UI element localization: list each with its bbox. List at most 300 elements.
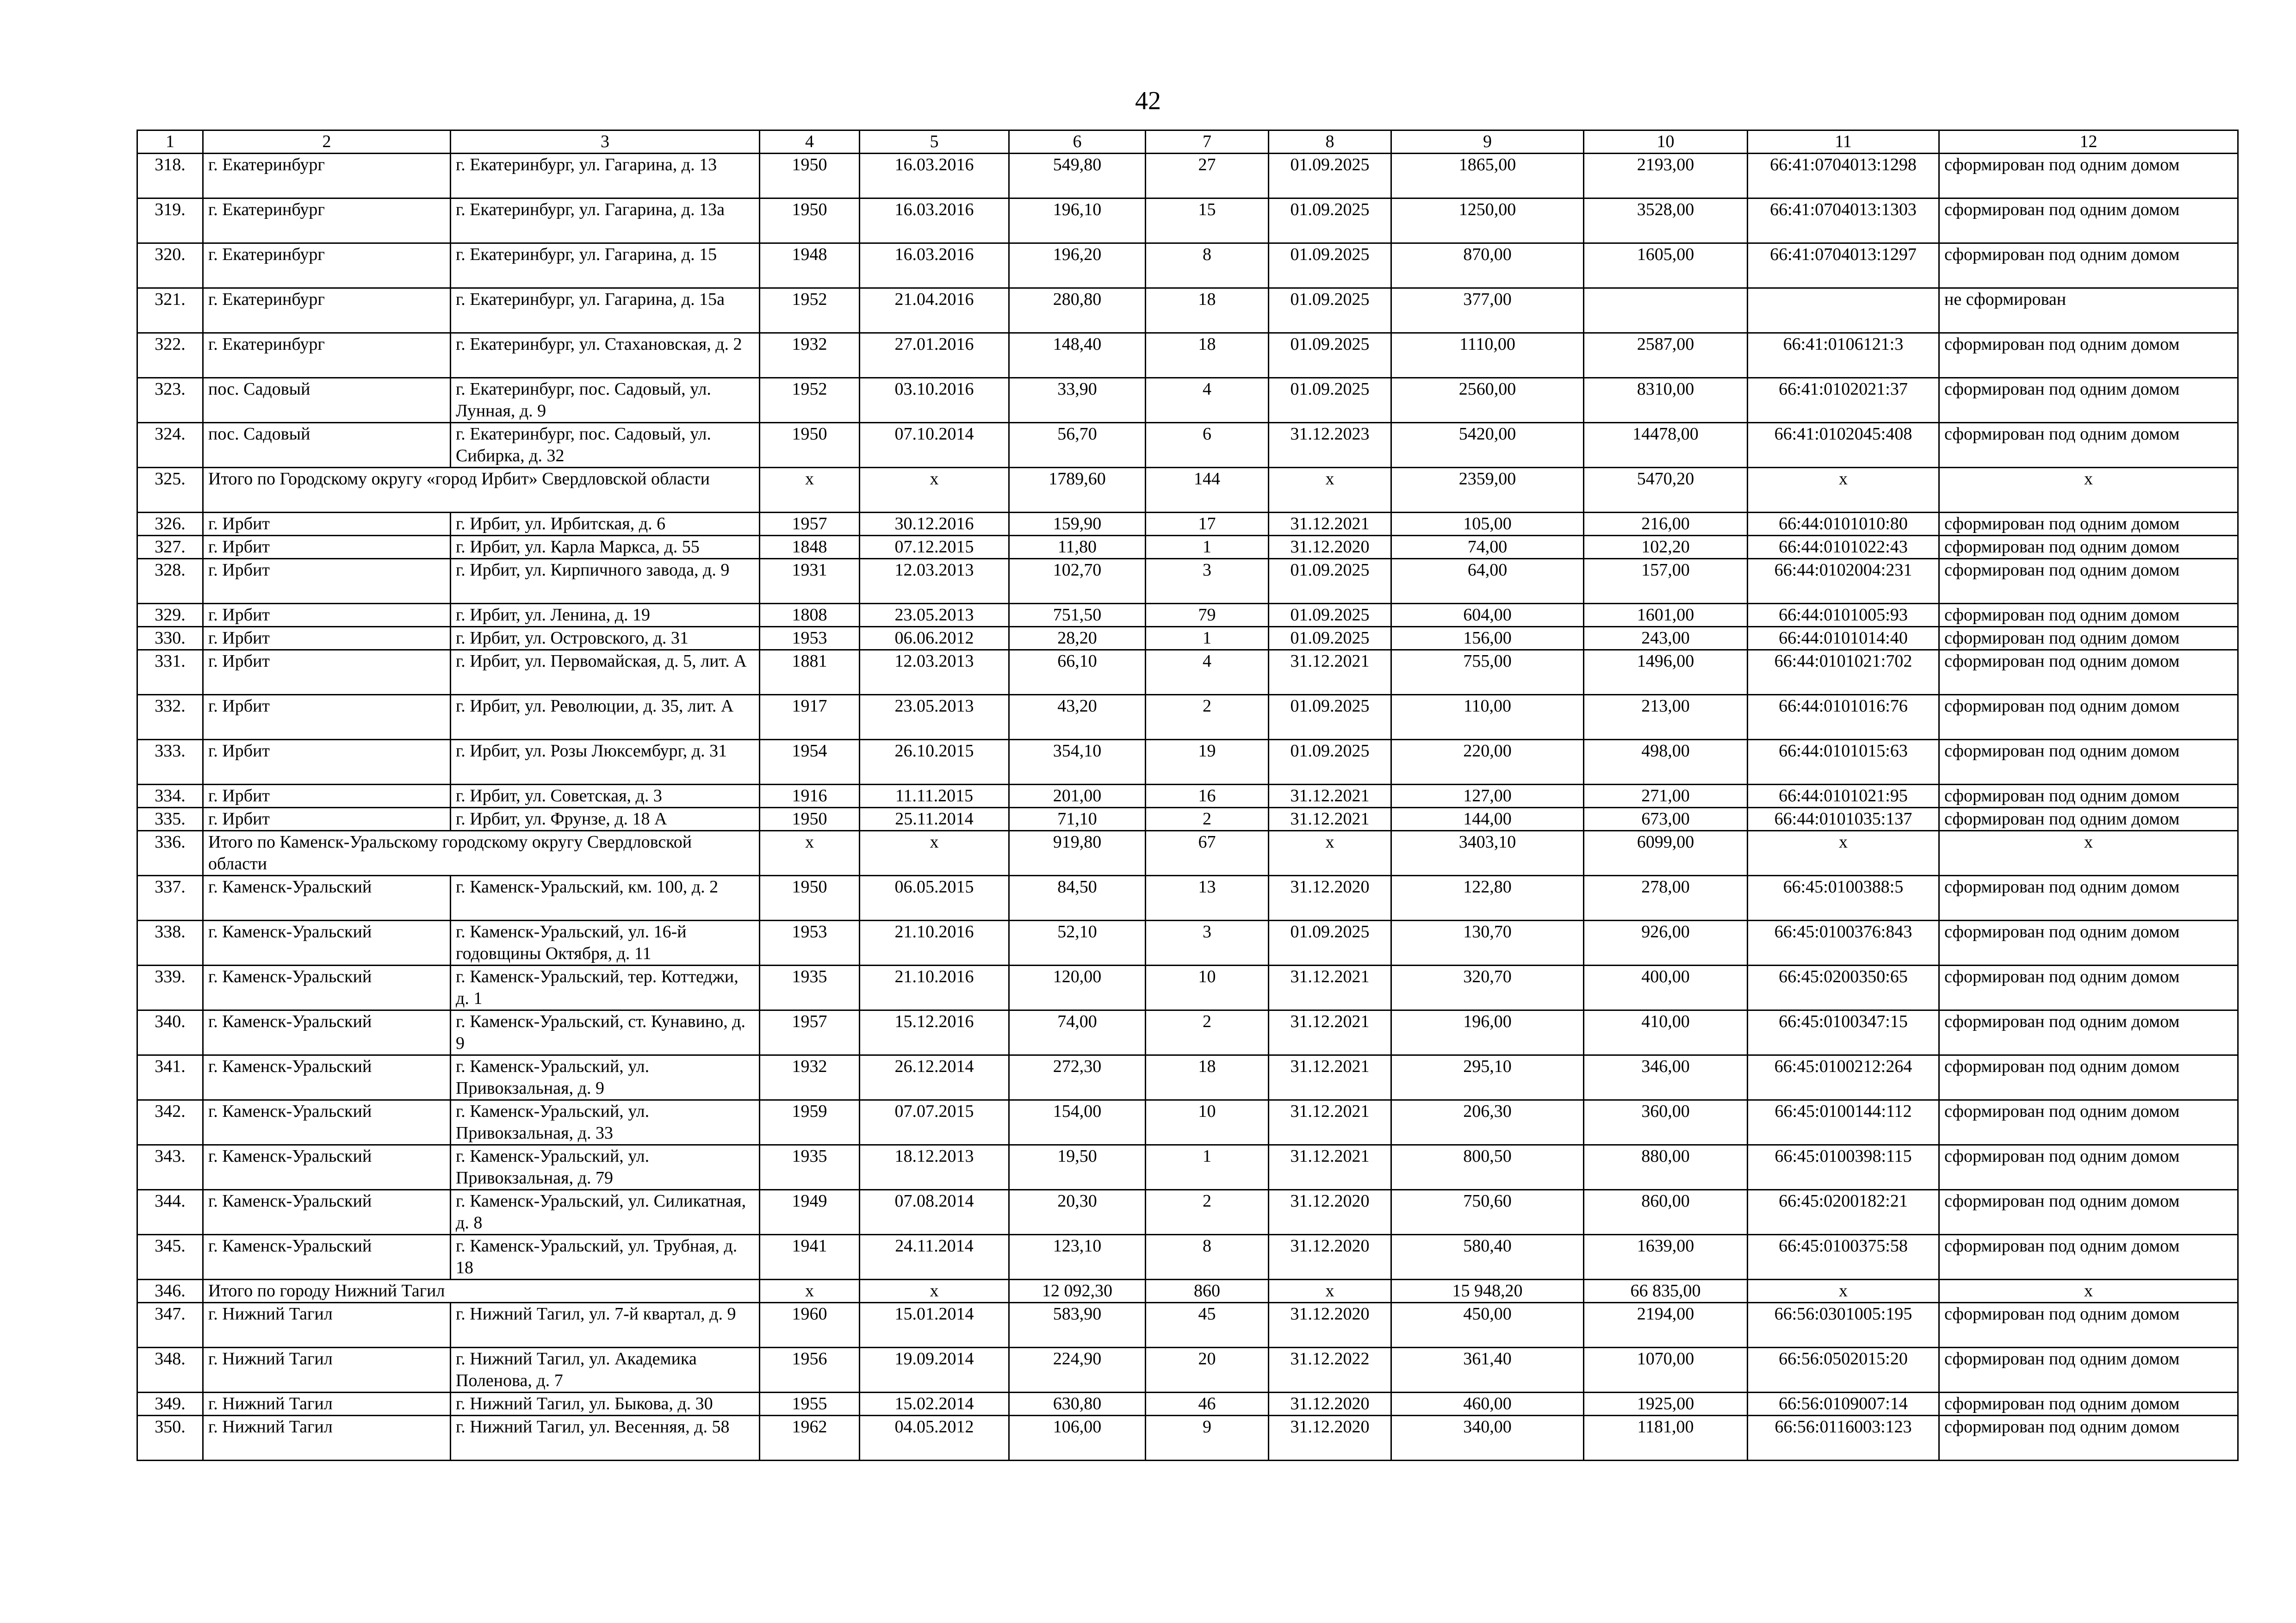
value-cell-c11: 66:56:0109007:14: [1748, 1393, 1939, 1416]
value-cell-c5: 16.03.2016: [860, 154, 1009, 198]
table-row: [137, 1010, 2238, 1055]
table-row: [137, 785, 2238, 808]
locality-cell: г. Каменск-Уральский: [203, 1190, 451, 1235]
row-number-cell: 338.: [137, 921, 203, 966]
row-number-cell: 344.: [137, 1190, 203, 1235]
row-number-cell: 330.: [137, 627, 203, 650]
locality-cell: г. Екатеринбург: [203, 288, 451, 333]
locality-cell: г. Ирбит: [203, 740, 451, 785]
address-cell: г. Нижний Тагил, ул. Весенняя, д. 58: [451, 1416, 760, 1461]
value-cell-c6: 148,40: [1009, 333, 1146, 378]
value-cell-c10: 346,00: [1584, 1055, 1748, 1100]
value-cell-c11: 66:44:0101022:43: [1748, 536, 1939, 559]
header-cell: 3: [451, 130, 760, 154]
value-cell-c11: [1748, 288, 1939, 333]
value-cell-c8: 31.12.2020: [1269, 1235, 1391, 1280]
value-cell-c10: 271,00: [1584, 785, 1748, 808]
header-cell: 9: [1391, 130, 1584, 154]
value-cell-c11: 66:44:0101035:137: [1748, 808, 1939, 831]
row-number-cell: 326.: [137, 513, 203, 536]
address-cell: г. Екатеринбург, ул. Гагарина, д. 13а: [451, 198, 760, 243]
value-cell-c7: 79: [1146, 604, 1269, 627]
status-cell: сформирован под одним домом: [1939, 1190, 2238, 1235]
table-row: [137, 1145, 2238, 1190]
address-cell: г. Ирбит, ул. Революции, д. 35, лит. А: [451, 695, 760, 740]
locality-cell: г. Каменск-Уральский: [203, 1055, 451, 1100]
value-cell-c4: 1881: [760, 650, 860, 695]
address-cell: г. Каменск-Уральский, ул. Силикатная, д. 8: [451, 1190, 760, 1235]
value-cell-c11: 66:45:0200350:65: [1748, 966, 1939, 1010]
value-cell-c7: 2: [1146, 695, 1269, 740]
value-cell-c8: 31.12.2022: [1269, 1348, 1391, 1393]
value-cell-c10: 2587,00: [1584, 333, 1748, 378]
value-cell-c6: 19,50: [1009, 1145, 1146, 1190]
value-cell-c6: 201,00: [1009, 785, 1146, 808]
address-cell: г. Каменск-Уральский, ст. Кунавино, д. 9: [451, 1010, 760, 1055]
locality-cell: г. Ирбит: [203, 559, 451, 604]
address-cell: г. Екатеринбург, ул. Гагарина, д. 15: [451, 243, 760, 288]
value-cell-c5: 16.03.2016: [860, 198, 1009, 243]
value-cell-c11: 66:41:0704013:1303: [1748, 198, 1939, 243]
value-cell-c7: 2: [1146, 808, 1269, 831]
value-cell-c4: 1950: [760, 423, 860, 468]
value-cell-c11: 66:56:0502015:20: [1748, 1348, 1939, 1393]
value-cell-c9: 450,00: [1391, 1303, 1584, 1348]
status-cell: сформирован под одним домом: [1939, 536, 2238, 559]
value-cell-c11: 66:45:0100375:58: [1748, 1235, 1939, 1280]
value-cell-c6: 33,90: [1009, 378, 1146, 423]
address-cell: г. Нижний Тагил, ул. 7-й квартал, д. 9: [451, 1303, 760, 1348]
address-cell: г. Ирбит, ул. Розы Люксембург, д. 31: [451, 740, 760, 785]
total-label-cell: Итого по Городскому округу «город Ирбит» Свердловской области: [203, 468, 760, 513]
locality-cell: г. Каменск-Уральский: [203, 876, 451, 921]
value-cell-c9: 64,00: [1391, 559, 1584, 604]
value-cell-c5: х: [860, 468, 1009, 513]
address-cell: г. Каменск-Уральский, км. 100, д. 2: [451, 876, 760, 921]
value-cell-c8: 31.12.2020: [1269, 1416, 1391, 1461]
value-cell-c7: 18: [1146, 288, 1269, 333]
status-cell: сформирован под одним домом: [1939, 243, 2238, 288]
value-cell-c11: 66:56:0116003:123: [1748, 1416, 1939, 1461]
value-cell-c5: 24.11.2014: [860, 1235, 1009, 1280]
value-cell-c5: 07.08.2014: [860, 1190, 1009, 1235]
value-cell-c4: 1808: [760, 604, 860, 627]
status-cell: сформирован под одним домом: [1939, 1100, 2238, 1145]
value-cell-c10: 2193,00: [1584, 154, 1748, 198]
locality-cell: пос. Садовый: [203, 423, 451, 468]
value-cell-c10: 1496,00: [1584, 650, 1748, 695]
value-cell-c4: 1953: [760, 627, 860, 650]
value-cell-c9: 5420,00: [1391, 423, 1584, 468]
table-row: [137, 559, 2238, 604]
table-header-row: [137, 130, 2238, 154]
row-number-cell: 342.: [137, 1100, 203, 1145]
value-cell-c10: 216,00: [1584, 513, 1748, 536]
status-cell: сформирован под одним домом: [1939, 1348, 2238, 1393]
value-cell-c5: 26.12.2014: [860, 1055, 1009, 1100]
value-cell-c5: 16.03.2016: [860, 243, 1009, 288]
value-cell-c9: 122,80: [1391, 876, 1584, 921]
value-cell-c6: 154,00: [1009, 1100, 1146, 1145]
value-cell-c7: 6: [1146, 423, 1269, 468]
status-cell: сформирован под одним домом: [1939, 1416, 2238, 1461]
value-cell-c6: 12 092,30: [1009, 1280, 1146, 1303]
status-cell: сформирован под одним домом: [1939, 740, 2238, 785]
value-cell-c4: 1953: [760, 921, 860, 966]
value-cell-c7: 27: [1146, 154, 1269, 198]
value-cell-c11: 66:45:0100376:843: [1748, 921, 1939, 966]
value-cell-c4: 1935: [760, 1145, 860, 1190]
value-cell-c4: 1957: [760, 513, 860, 536]
status-cell: сформирован под одним домом: [1939, 559, 2238, 604]
address-cell: г. Екатеринбург, ул. Гагарина, д. 13: [451, 154, 760, 198]
address-cell: г. Нижний Тагил, ул. Академика Поленова, д. 7: [451, 1348, 760, 1393]
row-number-cell: 337.: [137, 876, 203, 921]
value-cell-c8: 31.12.2021: [1269, 808, 1391, 831]
value-cell-c9: 800,50: [1391, 1145, 1584, 1190]
value-cell-c8: 31.12.2020: [1269, 1303, 1391, 1348]
value-cell-c9: 110,00: [1391, 695, 1584, 740]
value-cell-c4: х: [760, 831, 860, 876]
value-cell-c10: 880,00: [1584, 1145, 1748, 1190]
row-number-cell: 350.: [137, 1416, 203, 1461]
value-cell-c11: х: [1748, 831, 1939, 876]
status-cell: сформирован под одним домом: [1939, 921, 2238, 966]
value-cell-c5: 06.05.2015: [860, 876, 1009, 921]
value-cell-c6: 106,00: [1009, 1416, 1146, 1461]
address-cell: г. Ирбит, ул. Ирбитская, д. 6: [451, 513, 760, 536]
table-row: [137, 1303, 2238, 1348]
value-cell-c4: 1950: [760, 876, 860, 921]
value-cell-c10: 102,20: [1584, 536, 1748, 559]
value-cell-c5: 23.05.2013: [860, 695, 1009, 740]
row-number-cell: 341.: [137, 1055, 203, 1100]
table-total-row: [137, 1280, 2238, 1303]
value-cell-c10: 3528,00: [1584, 198, 1748, 243]
value-cell-c9: 460,00: [1391, 1393, 1584, 1416]
locality-cell: г. Екатеринбург: [203, 198, 451, 243]
row-number-cell: 331.: [137, 650, 203, 695]
value-cell-c10: 410,00: [1584, 1010, 1748, 1055]
page-number: 42: [1135, 87, 1161, 115]
value-cell-c11: 66:41:0102045:408: [1748, 423, 1939, 468]
locality-cell: г. Нижний Тагил: [203, 1348, 451, 1393]
row-number-cell: 348.: [137, 1348, 203, 1393]
value-cell-c5: 25.11.2014: [860, 808, 1009, 831]
table-row: [137, 627, 2238, 650]
value-cell-c11: 66:41:0102021:37: [1748, 378, 1939, 423]
value-cell-c4: 1932: [760, 1055, 860, 1100]
value-cell-c7: 17: [1146, 513, 1269, 536]
value-cell-c7: 13: [1146, 876, 1269, 921]
value-cell-c8: х: [1269, 831, 1391, 876]
value-cell-c5: 07.07.2015: [860, 1100, 1009, 1145]
value-cell-c5: 19.09.2014: [860, 1348, 1009, 1393]
value-cell-c8: 31.12.2021: [1269, 513, 1391, 536]
total-label-cell: Итого по Каменск-Уральскому городскому округу Свердловской области: [203, 831, 760, 876]
value-cell-c5: 07.10.2014: [860, 423, 1009, 468]
row-number-cell: 329.: [137, 604, 203, 627]
address-cell: г. Каменск-Уральский, ул. 16-й годовщины Октября, д. 11: [451, 921, 760, 966]
value-cell-c4: 1962: [760, 1416, 860, 1461]
value-cell-c6: 354,10: [1009, 740, 1146, 785]
value-cell-c8: 31.12.2021: [1269, 1010, 1391, 1055]
value-cell-c11: 66:44:0101005:93: [1748, 604, 1939, 627]
value-cell-c9: 74,00: [1391, 536, 1584, 559]
row-number-cell: 339.: [137, 966, 203, 1010]
value-cell-c8: 01.09.2025: [1269, 604, 1391, 627]
locality-cell: г. Екатеринбург: [203, 333, 451, 378]
address-cell: г. Ирбит, ул. Карла Маркса, д. 55: [451, 536, 760, 559]
value-cell-c8: 31.12.2021: [1269, 966, 1391, 1010]
value-cell-c8: 31.12.2023: [1269, 423, 1391, 468]
value-cell-c9: 105,00: [1391, 513, 1584, 536]
value-cell-c11: 66:44:0102004:231: [1748, 559, 1939, 604]
table-row: [137, 1055, 2238, 1100]
value-cell-c10: 1070,00: [1584, 1348, 1748, 1393]
value-cell-c6: 196,20: [1009, 243, 1146, 288]
value-cell-c4: 1950: [760, 154, 860, 198]
value-cell-c7: 4: [1146, 378, 1269, 423]
value-cell-c5: 03.10.2016: [860, 378, 1009, 423]
value-cell-c7: 9: [1146, 1416, 1269, 1461]
table-row: [137, 650, 2238, 695]
address-cell: г. Ирбит, ул. Ленина, д. 19: [451, 604, 760, 627]
value-cell-c7: 1: [1146, 627, 1269, 650]
table-row: [137, 333, 2238, 378]
status-cell: сформирован под одним домом: [1939, 333, 2238, 378]
header-cell: 10: [1584, 130, 1748, 154]
value-cell-c10: 360,00: [1584, 1100, 1748, 1145]
status-cell: сформирован под одним домом: [1939, 1055, 2238, 1100]
value-cell-c11: х: [1748, 1280, 1939, 1303]
status-cell: сформирован под одним домом: [1939, 966, 2238, 1010]
value-cell-c4: 1957: [760, 1010, 860, 1055]
status-cell: сформирован под одним домом: [1939, 695, 2238, 740]
value-cell-c6: 102,70: [1009, 559, 1146, 604]
address-cell: г. Каменск-Уральский, ул. Привокзальная, д. 9: [451, 1055, 760, 1100]
value-cell-c4: 1952: [760, 288, 860, 333]
status-cell: х: [1939, 468, 2238, 513]
table-row: [137, 513, 2238, 536]
status-cell: сформирован под одним домом: [1939, 808, 2238, 831]
value-cell-c6: 71,10: [1009, 808, 1146, 831]
value-cell-c7: 144: [1146, 468, 1269, 513]
value-cell-c10: 400,00: [1584, 966, 1748, 1010]
row-number-cell: 335.: [137, 808, 203, 831]
locality-cell: г. Нижний Тагил: [203, 1393, 451, 1416]
value-cell-c6: 919,80: [1009, 831, 1146, 876]
header-cell: 8: [1269, 130, 1391, 154]
value-cell-c7: 45: [1146, 1303, 1269, 1348]
value-cell-c6: 159,90: [1009, 513, 1146, 536]
row-number-cell: 328.: [137, 559, 203, 604]
address-cell: г. Ирбит, ул. Островского, д. 31: [451, 627, 760, 650]
locality-cell: г. Каменск-Уральский: [203, 1010, 451, 1055]
table-total-row: [137, 831, 2238, 876]
value-cell-c6: 84,50: [1009, 876, 1146, 921]
address-cell: г. Ирбит, ул. Кирпичного завода, д. 9: [451, 559, 760, 604]
value-cell-c10: 1181,00: [1584, 1416, 1748, 1461]
value-cell-c5: 26.10.2015: [860, 740, 1009, 785]
status-cell: сформирован под одним домом: [1939, 1393, 2238, 1416]
value-cell-c5: 21.04.2016: [860, 288, 1009, 333]
value-cell-c8: 31.12.2021: [1269, 1145, 1391, 1190]
value-cell-c11: 66:44:0101021:702: [1748, 650, 1939, 695]
table-row: [137, 1100, 2238, 1145]
row-number-cell: 322.: [137, 333, 203, 378]
value-cell-c6: 630,80: [1009, 1393, 1146, 1416]
value-cell-c11: 66:44:0101014:40: [1748, 627, 1939, 650]
value-cell-c8: 01.09.2025: [1269, 378, 1391, 423]
locality-cell: г. Екатеринбург: [203, 243, 451, 288]
value-cell-c7: 18: [1146, 1055, 1269, 1100]
value-cell-c11: 66:44:0101021:95: [1748, 785, 1939, 808]
value-cell-c7: 18: [1146, 333, 1269, 378]
value-cell-c5: 15.01.2014: [860, 1303, 1009, 1348]
value-cell-c4: х: [760, 468, 860, 513]
value-cell-c10: 860,00: [1584, 1190, 1748, 1235]
value-cell-c10: 1925,00: [1584, 1393, 1748, 1416]
value-cell-c10: 2194,00: [1584, 1303, 1748, 1348]
value-cell-c4: 1932: [760, 333, 860, 378]
value-cell-c11: 66:56:0301005:195: [1748, 1303, 1939, 1348]
locality-cell: г. Ирбит: [203, 536, 451, 559]
value-cell-c6: 56,70: [1009, 423, 1146, 468]
table-row: [137, 876, 2238, 921]
header-cell: 4: [760, 130, 860, 154]
value-cell-c10: 66 835,00: [1584, 1280, 1748, 1303]
value-cell-c7: 46: [1146, 1393, 1269, 1416]
address-cell: г. Ирбит, ул. Советская, д. 3: [451, 785, 760, 808]
address-cell: г. Екатеринбург, пос. Садовый, ул. Сибирка, д. 32: [451, 423, 760, 468]
row-number-cell: 319.: [137, 198, 203, 243]
address-cell: г. Каменск-Уральский, ул. Привокзальная, д. 79: [451, 1145, 760, 1190]
row-number-cell: 334.: [137, 785, 203, 808]
status-cell: сформирован под одним домом: [1939, 1010, 2238, 1055]
value-cell-c4: 1950: [760, 808, 860, 831]
value-cell-c11: 66:41:0106121:3: [1748, 333, 1939, 378]
value-cell-c8: х: [1269, 1280, 1391, 1303]
value-cell-c4: 1954: [760, 740, 860, 785]
table-row: [137, 378, 2238, 423]
locality-cell: г. Ирбит: [203, 604, 451, 627]
table-row: [137, 740, 2238, 785]
value-cell-c9: 580,40: [1391, 1235, 1584, 1280]
value-cell-c9: 755,00: [1391, 650, 1584, 695]
value-cell-c6: 751,50: [1009, 604, 1146, 627]
value-cell-c8: 01.09.2025: [1269, 559, 1391, 604]
row-number-cell: 343.: [137, 1145, 203, 1190]
status-cell: сформирован под одним домом: [1939, 1145, 2238, 1190]
value-cell-c5: 12.03.2013: [860, 650, 1009, 695]
value-cell-c7: 15: [1146, 198, 1269, 243]
value-cell-c10: 498,00: [1584, 740, 1748, 785]
row-number-cell: 340.: [137, 1010, 203, 1055]
value-cell-c7: 19: [1146, 740, 1269, 785]
locality-cell: г. Нижний Тагил: [203, 1416, 451, 1461]
value-cell-c6: 120,00: [1009, 966, 1146, 1010]
status-cell: сформирован под одним домом: [1939, 650, 2238, 695]
value-cell-c9: 2359,00: [1391, 468, 1584, 513]
value-cell-c8: 01.09.2025: [1269, 154, 1391, 198]
value-cell-c9: 1250,00: [1391, 198, 1584, 243]
locality-cell: г. Каменск-Уральский: [203, 1235, 451, 1280]
value-cell-c10: 157,00: [1584, 559, 1748, 604]
value-cell-c9: 870,00: [1391, 243, 1584, 288]
value-cell-c10: [1584, 288, 1748, 333]
value-cell-c9: 1110,00: [1391, 333, 1584, 378]
row-number-cell: 333.: [137, 740, 203, 785]
status-cell: не сформирован: [1939, 288, 2238, 333]
value-cell-c10: 1601,00: [1584, 604, 1748, 627]
value-cell-c10: 6099,00: [1584, 831, 1748, 876]
table-row: [137, 808, 2238, 831]
value-cell-c10: 213,00: [1584, 695, 1748, 740]
table-row: [137, 288, 2238, 333]
table-row: [137, 695, 2238, 740]
data-table: [137, 130, 2239, 1461]
locality-cell: г. Каменск-Уральский: [203, 1145, 451, 1190]
row-number-cell: 321.: [137, 288, 203, 333]
address-cell: г. Нижний Тагил, ул. Быкова, д. 30: [451, 1393, 760, 1416]
address-cell: г. Екатеринбург, ул. Гагарина, д. 15а: [451, 288, 760, 333]
value-cell-c9: 3403,10: [1391, 831, 1584, 876]
value-cell-c9: 196,00: [1391, 1010, 1584, 1055]
locality-cell: г. Ирбит: [203, 627, 451, 650]
status-cell: сформирован под одним домом: [1939, 627, 2238, 650]
value-cell-c8: 01.09.2025: [1269, 627, 1391, 650]
value-cell-c11: 66:45:0200182:21: [1748, 1190, 1939, 1235]
address-cell: г. Екатеринбург, ул. Стахановская, д. 2: [451, 333, 760, 378]
value-cell-c5: 23.05.2013: [860, 604, 1009, 627]
value-cell-c11: 66:45:0100144:112: [1748, 1100, 1939, 1145]
value-cell-c9: 361,40: [1391, 1348, 1584, 1393]
header-cell: 5: [860, 130, 1009, 154]
table-row: [137, 1235, 2238, 1280]
value-cell-c4: 1917: [760, 695, 860, 740]
status-cell: сформирован под одним домом: [1939, 785, 2238, 808]
value-cell-c5: 04.05.2012: [860, 1416, 1009, 1461]
value-cell-c6: 43,20: [1009, 695, 1146, 740]
value-cell-c7: 16: [1146, 785, 1269, 808]
value-cell-c6: 66,10: [1009, 650, 1146, 695]
value-cell-c8: 01.09.2025: [1269, 921, 1391, 966]
value-cell-c9: 156,00: [1391, 627, 1584, 650]
status-cell: сформирован под одним домом: [1939, 1303, 2238, 1348]
status-cell: сформирован под одним домом: [1939, 876, 2238, 921]
value-cell-c4: 1959: [760, 1100, 860, 1145]
value-cell-c4: 1935: [760, 966, 860, 1010]
table-row: [137, 154, 2238, 198]
value-cell-c8: 31.12.2020: [1269, 536, 1391, 559]
value-cell-c11: 66:45:0100388:5: [1748, 876, 1939, 921]
table-row: [137, 604, 2238, 627]
value-cell-c7: 20: [1146, 1348, 1269, 1393]
value-cell-c6: 196,10: [1009, 198, 1146, 243]
value-cell-c11: х: [1748, 468, 1939, 513]
value-cell-c4: 1960: [760, 1303, 860, 1348]
status-cell: сформирован под одним домом: [1939, 378, 2238, 423]
value-cell-c6: 28,20: [1009, 627, 1146, 650]
value-cell-c8: 01.09.2025: [1269, 198, 1391, 243]
table-row: [137, 423, 2238, 468]
address-cell: г. Ирбит, ул. Фрунзе, д. 18 А: [451, 808, 760, 831]
value-cell-c4: 1950: [760, 198, 860, 243]
row-number-cell: 346.: [137, 1280, 203, 1303]
value-cell-c10: 1605,00: [1584, 243, 1748, 288]
value-cell-c8: 31.12.2021: [1269, 1055, 1391, 1100]
